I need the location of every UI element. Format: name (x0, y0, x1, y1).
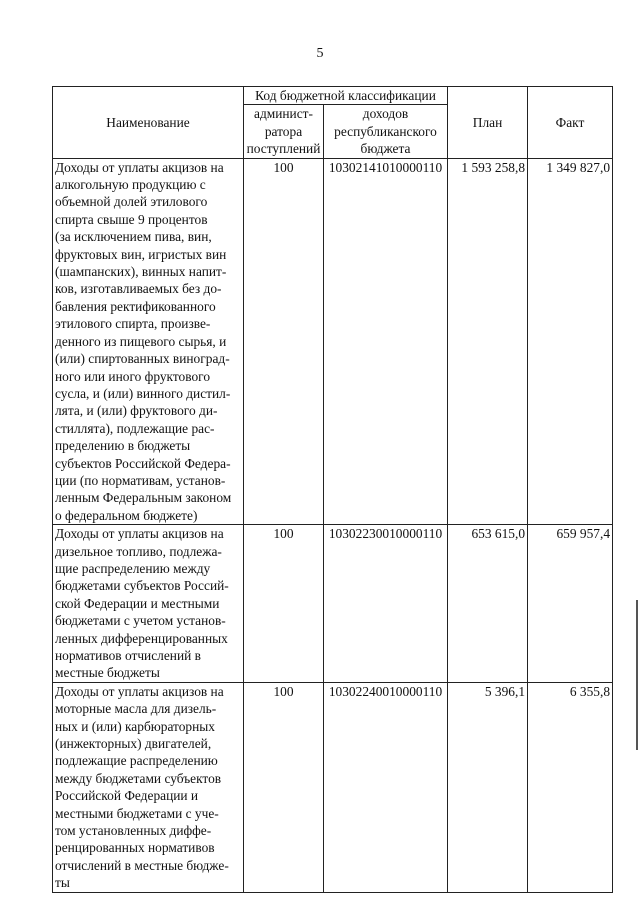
table-header-row (53, 87, 613, 105)
header-plan: План (448, 87, 528, 159)
page-number: 5 (316, 46, 324, 61)
row-fact: 1 349 827,0 (528, 158, 613, 525)
budget-table (52, 86, 613, 893)
row-fact: 659 957,4 (528, 525, 613, 683)
row-admin-code: 100 (244, 158, 324, 525)
row-name: Доходы от уплаты акцизов на алкогольную продукцию с объемной долей этилового спирта свыше 9 процентов (за исключением пива, вин, фруктовых вин, игристых вин (шампанских), винных напит- ков, изготавливаемых без до- бавления ректификованного этилового спирта, произве- денного из пищевого сырья, и (или) спиртованных виноград- ного или иного фруктового сусла, и (или) винного дистил- лята, и (или) фруктового ди- стиллята), подлежащие рас- пределению в бюджеты субъектов Российской Федера- ции (по нормативам, установ- ленным Федеральным законом о федеральном бюджете) (53, 158, 244, 525)
header-fact: Факт (528, 87, 613, 159)
row-income-code: 10302141010000110 (324, 158, 448, 525)
header-admin: админист- ратора поступлений (244, 105, 324, 158)
row-admin-code: 100 (244, 682, 324, 892)
table-row (53, 158, 613, 525)
header-name: Наименование (53, 87, 244, 159)
row-plan: 1 593 258,8 (448, 158, 528, 525)
row-fact: 6 355,8 (528, 682, 613, 892)
table-row (53, 525, 613, 683)
header-income: доходов республиканского бюджета (324, 105, 448, 158)
scan-margin-mark (636, 600, 638, 750)
row-plan: 5 396,1 (448, 682, 528, 892)
table-row (53, 682, 613, 892)
row-name: Доходы от уплаты акцизов на моторные масла для дизель- ных и (или) карбюраторных (инжекторных) двигателей, подлежащие распределению между бюджетами субъектов Российской Федерации и местными бюджетами с уче- том установленных диффе- ренцированных нормативов отчислений в местные бюдже- ты (53, 682, 244, 892)
row-income-code: 10302240010000110 (324, 682, 448, 892)
header-budget-code: Код бюджетной классификации (244, 87, 448, 105)
row-plan: 653 615,0 (448, 525, 528, 683)
row-admin-code: 100 (244, 525, 324, 683)
row-income-code: 10302230010000110 (324, 525, 448, 683)
row-name: Доходы от уплаты акцизов на дизельное топливо, подлежа- щие распределению между бюджетами субъектов Россий- ской Федерации и местными бюджетами с учетом установ- ленных дифференцированных нормативов отчислений в местные бюджеты (53, 525, 244, 683)
